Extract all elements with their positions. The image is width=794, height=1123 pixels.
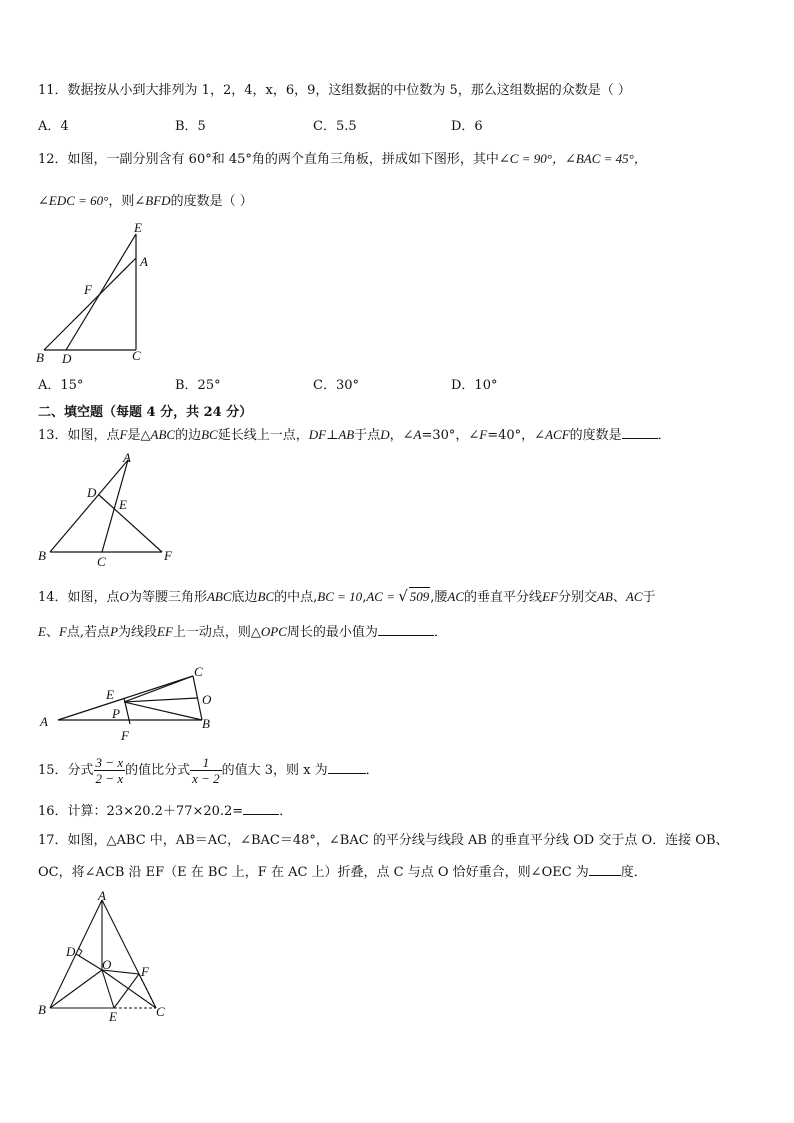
- q13-text-10: 的度数是: [569, 428, 622, 443]
- q13-text-3: 的边: [175, 428, 202, 443]
- q15-fraction-1: [94, 755, 126, 786]
- q13-angle-a: A: [413, 427, 422, 442]
- q15-text-3: 的值大 3，则 x 为: [221, 763, 328, 778]
- q17-label-d: D: [66, 944, 76, 959]
- q14-triangle-opc: OPC: [260, 624, 287, 639]
- q14-label-o: O: [202, 692, 212, 707]
- q17-label-a: A: [98, 888, 106, 903]
- q13-label-b: B: [38, 548, 46, 563]
- q13-label-d: D: [87, 485, 97, 500]
- q15-stem: [38, 754, 379, 788]
- q13-label-a: A: [123, 450, 131, 465]
- q17-label-o: O: [102, 957, 112, 972]
- q13-figure: [30, 450, 190, 570]
- q13-segment-bc: BC: [201, 427, 218, 442]
- q15-fraction-1-numerator: 3 − x: [95, 755, 124, 770]
- q12-label-f: F: [84, 282, 92, 297]
- q17-figure: [32, 890, 182, 1030]
- q14-text-2: 为等腰三角形: [128, 590, 207, 605]
- q13-text-2: 是: [127, 428, 141, 443]
- q13-perp: ⊥: [326, 428, 339, 443]
- q13-triangle: △ABC: [140, 427, 176, 442]
- q12-label-c: C: [132, 348, 141, 363]
- q12-text-2: ，则: [108, 194, 135, 209]
- q13-label-e: E: [119, 497, 127, 512]
- q14-segment-ef: EF: [542, 589, 558, 604]
- q16-answer-blank[interactable]: [243, 802, 279, 815]
- q13-text-6: 于点: [354, 428, 381, 443]
- q13-label-f: F: [164, 548, 172, 563]
- q12-condition-1: ∠C = 90°，∠BAC = 45°，: [498, 151, 647, 166]
- q12-option-c: C．30°: [313, 378, 359, 393]
- q14-segment-ac: AC: [447, 589, 465, 604]
- q12-condition-2: ∠EDC = 60°: [38, 193, 109, 208]
- q12-stem-line2: [38, 192, 253, 211]
- q12-label-d: D: [62, 351, 72, 366]
- q14-text-14: 周长的最小值为: [286, 625, 378, 640]
- q15-fraction-1-denominator: 2 − x: [95, 771, 124, 786]
- q12-stem-line1: [38, 150, 647, 169]
- q13-answer-blank[interactable]: [622, 426, 658, 439]
- q17-label-c: C: [156, 1004, 165, 1019]
- q14-text-3: 底边: [231, 590, 258, 605]
- q12-figure: [30, 220, 160, 370]
- q13-text-9: =40°，∠: [487, 428, 546, 443]
- q15-answer-blank[interactable]: [328, 761, 366, 774]
- q14-comma: ,: [362, 590, 367, 605]
- q14-text-7: 分别交: [557, 590, 597, 605]
- q14-ac-value: 509: [409, 589, 430, 604]
- q12-label-b: B: [36, 350, 44, 365]
- q14-text-8: 、: [612, 590, 626, 605]
- q14-text-13: 上一动点，则△: [172, 625, 261, 640]
- q14-text-4: 的中点,: [274, 590, 318, 605]
- q12-label-e: E: [134, 220, 142, 235]
- q14-text-5: ,腰: [430, 590, 448, 605]
- q14-text-9: 于: [642, 590, 656, 605]
- q14-segment-ab: AB: [596, 589, 613, 604]
- q14-label-e: E: [106, 687, 114, 702]
- q13-text-7: ，∠: [389, 428, 414, 443]
- q14-text-11: 点,若点: [66, 625, 111, 640]
- q14-triangle: ABC: [206, 589, 232, 604]
- q14-segment-bc: BC: [257, 589, 275, 604]
- q14-label-b: B: [202, 716, 210, 731]
- q14-point-e: E: [38, 624, 46, 639]
- q15-fraction-2-denominator: x − 2: [192, 771, 220, 786]
- q13-stem: [38, 426, 671, 445]
- q14-text-12: 为线段: [118, 625, 158, 640]
- q17-stem-line1: 17．如图，△ABC 中，AB＝AC，∠BAC＝48°，∠BAC 的平分线与线段 AB 的垂直平分线 OD 交于点 O．连接 OB、: [38, 833, 729, 848]
- q14-text-10: 、: [45, 625, 59, 640]
- q15-fraction-2: [190, 755, 222, 786]
- q14-label-f: F: [121, 728, 129, 743]
- q16-stem: [38, 802, 292, 821]
- q14-figure: [36, 662, 226, 742]
- q13-text-1: 13．如图，点: [38, 428, 120, 443]
- q13-segment-ab: AB: [338, 427, 355, 442]
- q14-sqrt-icon: √: [398, 587, 408, 605]
- q15-fraction-2-numerator: 1: [190, 755, 222, 771]
- q14-point-f: F: [58, 624, 67, 639]
- q13-label-c: C: [97, 554, 106, 569]
- q13-point-f: F: [119, 427, 128, 442]
- q14-text-1: 14．如图，点: [38, 590, 120, 605]
- q15-end: ．: [365, 763, 379, 778]
- q14-segment-ef-2: EF: [157, 624, 173, 639]
- q12-option-b: B．25°: [175, 378, 221, 393]
- q14-text-6: 的垂直平分线: [464, 590, 543, 605]
- q11-option-c: C．5.5: [313, 119, 357, 134]
- q17-stem-line2: [38, 863, 647, 882]
- q17-label-e: E: [109, 1009, 117, 1024]
- q14-stem-line2: [38, 623, 447, 642]
- q14-label-a: A: [40, 714, 48, 729]
- q12-option-d: D．10°: [451, 378, 498, 393]
- q17-end: 度．: [620, 865, 647, 880]
- q14-label-c: C: [194, 664, 203, 679]
- q13-point-d: D: [380, 427, 390, 442]
- section-title: 二、填空题（每题 4 分，共 24 分）: [38, 405, 253, 420]
- q13-end: ．: [657, 428, 671, 443]
- q13-text-8: =30°，∠: [421, 428, 480, 443]
- q12-label-a: A: [140, 254, 148, 269]
- q11-option-b: B．5: [175, 119, 206, 134]
- q13-angle-f: F: [479, 427, 488, 442]
- q11-option-a: A．4: [38, 119, 69, 134]
- q11-stem: 11．数据按从小到大排列为 1，2，4，x，6，9，这组数据的中位数为 5，那么这组数据的众数是（ ）: [38, 83, 631, 98]
- q15-text-1: 15．分式: [38, 763, 94, 778]
- q14-point-o: O: [119, 589, 129, 604]
- q11-option-d: D．6: [451, 119, 483, 134]
- q13-text-4: 延长线上一点，: [217, 428, 309, 443]
- q17-label-f: F: [141, 964, 149, 979]
- q12-option-a: A．15°: [38, 378, 84, 393]
- q13-segment-df: DF: [308, 427, 327, 442]
- q14-segment-ac-2: AC: [625, 589, 643, 604]
- q17-label-b: B: [38, 1002, 46, 1017]
- q17-text: OC，将∠ACB 沿 EF（E 在 BC 上，F 在 AC 上）折叠，点 C 与点 O 恰好重合，则∠OEC 为: [38, 865, 589, 880]
- q14-end: ．: [433, 625, 447, 640]
- q14-stem-line1: [38, 587, 656, 607]
- q14-ac-label: AC =: [366, 589, 399, 604]
- q14-point-p: P: [110, 624, 119, 639]
- q13-angle-acf: ACF: [545, 427, 570, 442]
- q12-angle: ∠BFD: [134, 193, 171, 208]
- q14-bc-value: BC = 10: [317, 589, 363, 604]
- q16-text: 16．计算：23×20.2＋77×20.2=: [38, 804, 244, 819]
- q16-end: ．: [279, 804, 293, 819]
- q12-text-3: 的度数是（ ）: [170, 194, 253, 209]
- q14-answer-blank[interactable]: [378, 623, 434, 636]
- q15-text-2: 的值比分式: [125, 763, 191, 778]
- q17-answer-blank[interactable]: [589, 863, 621, 876]
- q12-text: 12．如图，一副分别含有 60°和 45°角的两个直角三角板，拼成如下图形，其中: [38, 152, 499, 167]
- q14-label-p: P: [112, 706, 120, 721]
